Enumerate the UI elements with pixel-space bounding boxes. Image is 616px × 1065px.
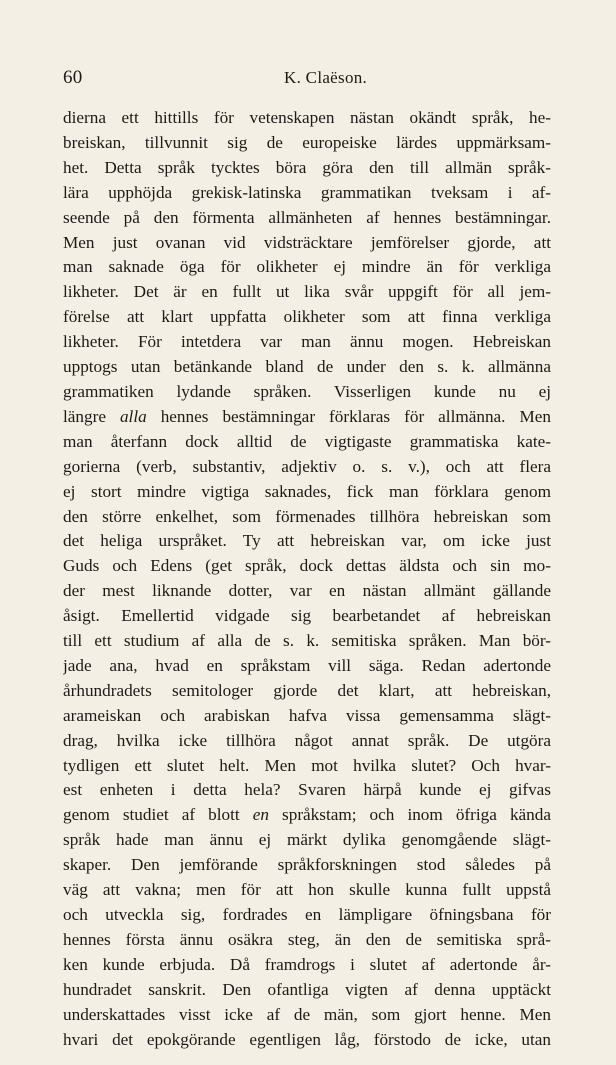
text-line: [63, 604, 551, 629]
text-segment: den större enkelhet, som förmenades tillhöra hebreiskan som: [63, 506, 551, 526]
text-segment: språk hade man ännu ej märkt dylika genomgående slägt-: [63, 830, 551, 850]
text-segment: seende på den förmenta allmänheten af hennes bestämningar.: [63, 207, 551, 227]
text-line: [63, 778, 551, 803]
text-line: [63, 305, 551, 330]
text-line: [63, 529, 551, 554]
text-line: [63, 330, 551, 355]
text-segment: längre: [63, 406, 120, 426]
text-line: [63, 430, 551, 455]
text-line: [63, 280, 551, 305]
text-line: [63, 629, 551, 654]
text-segment: skaper. Den jemförande språkforskningen stod således på: [63, 855, 551, 875]
text-line: [63, 729, 551, 754]
text-segment: man saknade öga för olikheter ej mindre än för verkliga: [63, 257, 551, 277]
text-line: [63, 1028, 551, 1053]
italic-word: en: [252, 805, 269, 825]
page-header: [63, 66, 551, 90]
text-segment: likheter. För intetdera var man ännu mogen. Hebreiskan: [63, 332, 551, 352]
text-segment: man återfann dock alltid de vigtigaste grammatiska kate-: [63, 431, 551, 451]
text-line: [63, 355, 551, 380]
text-line: [63, 953, 551, 978]
text-line: [63, 579, 551, 604]
text-segment: århundradets semitologer gjorde det klart, att hebreiskan,: [63, 680, 551, 700]
text-line: [63, 704, 551, 729]
text-line: [63, 754, 551, 779]
text-segment: est enheten i detta hela? Svaren härpå kunde ej gifvas: [63, 780, 551, 800]
text-segment: upptogs utan betänkande bland de under den s. k. allmänna: [63, 357, 551, 377]
text-line: [63, 928, 551, 953]
text-segment: drag, hvilka icke tillhöra något annat språk. De utgöra: [63, 730, 551, 750]
text-line: [63, 231, 551, 256]
text-segment: ken kunde erbjuda. Då framdrogs i slutet af adertonde år-: [63, 954, 551, 974]
text-segment: arameiskan och arabiskan hafva vissa gemensamma slägt-: [63, 705, 551, 725]
text-segment: lära upphöjda grekisk-latinska grammatikan tveksam i af-: [63, 182, 551, 202]
text-segment: der mest liknande dotter, var en nästan allmänt gällande: [63, 581, 551, 601]
text-segment: genom studiet af blott: [63, 805, 253, 825]
text-segment: breiskan, tillvunnit sig de europeiske lärdes uppmärksam-: [63, 132, 551, 152]
text-segment: språkstam; och inom öfriga kända: [268, 805, 551, 825]
text-segment: grammatiken lydande språken. Visserligen kunde nu ej: [63, 381, 551, 401]
text-line: [63, 803, 551, 828]
text-segment: dierna ett hittills för vetenskapen nästan okändt språk, he-: [63, 108, 551, 127]
text-segment: Guds och Edens (get språk, dock dettas äldsta och sin mo-: [63, 556, 551, 576]
text-line: [63, 1003, 551, 1028]
text-line: [63, 405, 551, 430]
text-line: [63, 878, 551, 903]
text-segment: hvari det epokgörande egentligen låg, förstodo de icke, utan: [63, 1029, 551, 1049]
text-line: [63, 480, 551, 505]
text-segment: förelse att klart uppfatta olikheter som att finna verkliga: [63, 307, 551, 327]
text-line: [63, 156, 551, 181]
text-segment: hennes första ännu osäkra steg, än den de semitiska språ-: [63, 929, 551, 949]
text-segment: het. Detta språk tycktes böra göra den till allmän språk-: [63, 157, 551, 177]
text-segment: tydligen ett slutet helt. Men mot hvilka slutet? Och hvar-: [63, 755, 551, 775]
text-segment: jade ana, hvad en språkstam vill säga. Redan adertonde: [63, 655, 551, 675]
text-line: [63, 679, 551, 704]
text-segment: ej stort mindre vigtiga saknades, fick man förklara genom: [63, 481, 551, 501]
text-line: [63, 505, 551, 530]
text-segment: underskattades visst icke af de män, som gjort henne. Men: [63, 1004, 551, 1024]
text-segment: åsigt. Emellertid vidgade sig bearbetandet af hebreiskan: [63, 606, 551, 626]
text-segment: hennes bestämningar förklaras för allmänna. Men: [146, 406, 551, 426]
text-line: [63, 106, 551, 131]
text-segment: likheter. Det är en fullt ut lika svår uppgift för all jem-: [63, 282, 551, 302]
text-line: [63, 903, 551, 928]
text-line: [63, 380, 551, 405]
text-line: [63, 978, 551, 1003]
text-segment: hundradet sanskrit. Den ofantliga vigten af denna upptäckt: [63, 979, 551, 999]
text-line: [63, 554, 551, 579]
body-text: [63, 106, 551, 1052]
text-line: [63, 255, 551, 280]
text-segment: det heliga urspråket. Ty att hebreiskan var, om icke just: [63, 531, 551, 551]
text-line: [63, 131, 551, 156]
text-line: [63, 455, 551, 480]
text-line: [63, 206, 551, 231]
page-number: 60: [63, 67, 83, 88]
italic-word: alla: [119, 406, 147, 426]
text-segment: gorierna (verb, substantiv, adjektiv o. s. v.), och att flera: [63, 456, 551, 476]
text-segment: till ett studium af alla de s. k. semitiska språken. Man bör-: [63, 631, 551, 651]
text-line: [63, 828, 551, 853]
text-segment: och utveckla sig, fordrades en lämpligare öfningsbana för: [63, 905, 551, 924]
text-line: [63, 853, 551, 878]
text-segment: väg att vakna; men för att hon skulle kunna fullt uppstå: [63, 880, 551, 900]
text-line: [63, 654, 551, 679]
running-head: K. Claëson.: [284, 68, 368, 87]
text-segment: Men just ovanan vid vidsträcktare jemförelser gjorde, att: [63, 232, 551, 252]
text-line: [63, 181, 551, 206]
